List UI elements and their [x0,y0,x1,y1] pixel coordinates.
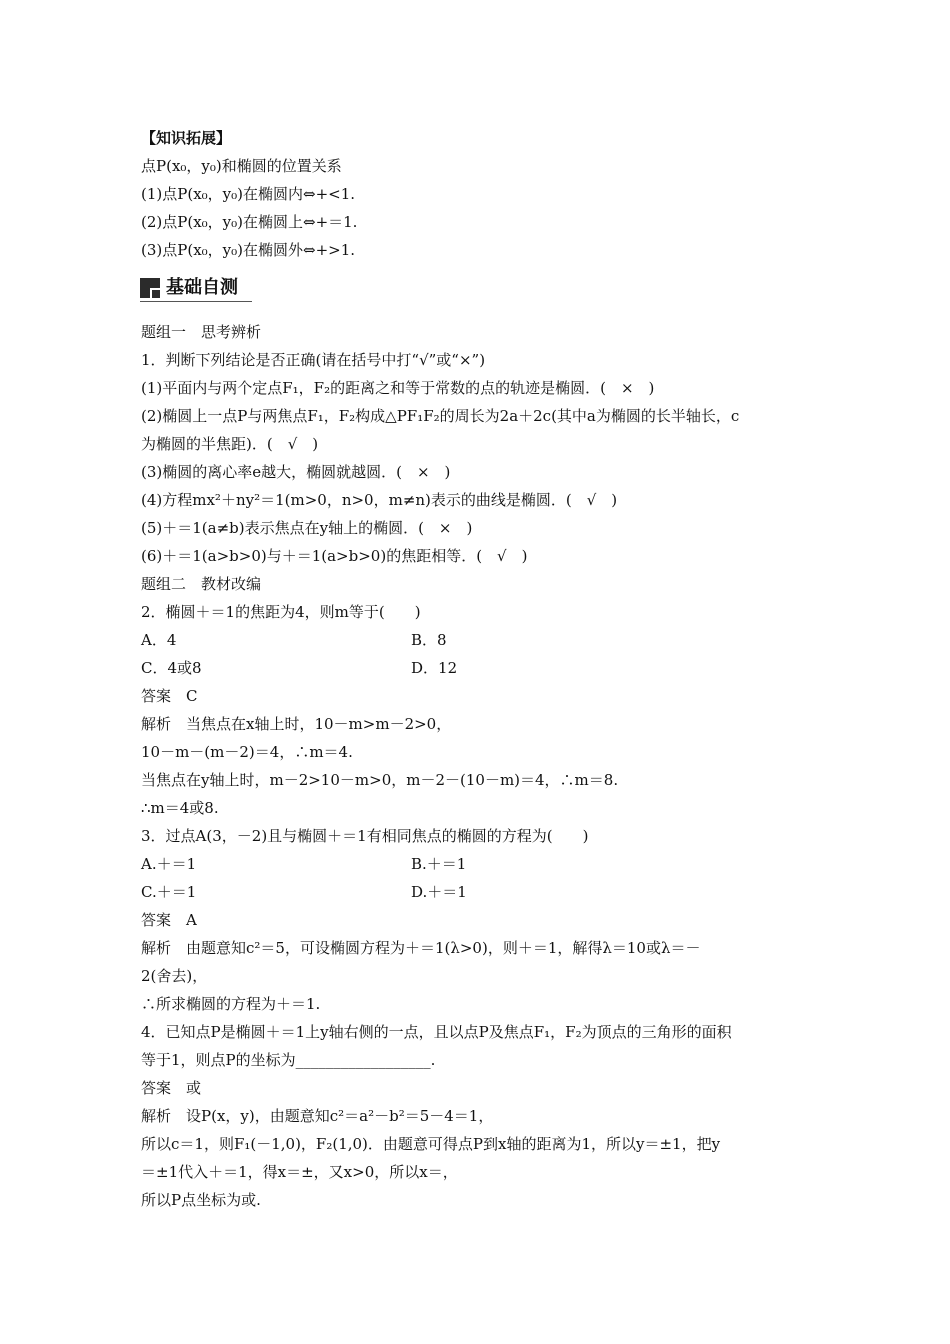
q3-answer: 答案 A [141,911,197,929]
extension-item-3: (3)点P(x₀，y₀)在椭圆外⇔+>1. [141,241,356,259]
q2-option-c: C．4或8 [141,659,202,677]
q3-option-a: A.＋＝1 [141,855,197,873]
extension-intro: 点P(x₀，y₀)和椭圆的位置关系 [141,157,342,175]
statement-3: (3)椭圆的离心率e越大，椭圆就越圆．( × ) [141,463,451,481]
q2-option-d: D．12 [411,659,458,677]
q4-analysis-1: 解析 设P(x，y)，由题意知c²＝a²－b²＝5－4＝1， [141,1107,494,1125]
heading-underline [140,301,252,302]
q3-option-b: B.＋＝1 [411,855,467,873]
extension-item-1: (1)点P(x₀，y₀)在椭圆内⇔+<1. [141,185,356,203]
q2-analysis-4: ∴m＝4或8. [141,799,219,817]
section-heading [140,276,252,302]
statement-2-line-2: 为椭圆的半焦距)．( √ ) [141,435,319,453]
question-2-stem: 2．椭圆＋＝1的焦距为4，则m等于( ) [141,603,421,621]
q2-analysis-1: 解析 当焦点在x轴上时，10－m>m－2>0， [141,715,452,733]
q2-option-a: A．4 [141,631,177,649]
section-heading-text: 基础自测 [166,277,238,298]
q2-analysis-3: 当焦点在y轴上时，m－2>10－m>0，m－2－(10－m)＝4，∴m＝8. [141,771,619,789]
extension-item-2: (2)点P(x₀，y₀)在椭圆上⇔+＝1. [141,213,358,231]
q3-analysis-1: 解析 由题意知c²＝5，可设椭圆方程为＋＝1(λ>0)，则＋＝1，解得λ＝10或λ＝－ [141,939,701,957]
statement-5: (5)＋＝1(a≠b)表示焦点在y轴上的椭圆．( × ) [141,519,473,537]
question-3-stem: 3．过点A(3，－2)且与椭圆＋＝1有相同焦点的椭圆的方程为( ) [141,827,589,845]
question-4-stem-1: 4．已知点P是椭圆＋＝1上y轴右侧的一点，且以点P及焦点F₁，F₂为顶点的三角形的面积 [141,1023,732,1041]
q4-analysis-3: ＝±1代入＋＝1，得x＝±，又x>0，所以x＝， [141,1163,458,1181]
statement-4: (4)方程mx²＋ny²＝1(m>0，n>0，m≠n)表示的曲线是椭圆．( √ ) [141,491,618,509]
statement-1: (1)平面内与两个定点F₁，F₂的距离之和等于常数的点的轨迹是椭圆．( × ) [141,379,655,397]
q2-option-b: B．8 [411,631,447,649]
group-1-title: 题组一 思考辨析 [141,323,262,341]
statement-2-line-1: (2)椭圆上一点P与两焦点F₁，F₂构成△PF₁F₂的周长为2a＋2c(其中a为椭圆的长半轴长，c [141,407,740,425]
heading-square-icon [140,278,160,298]
q4-analysis-4: 所以P点坐标为或. [141,1191,261,1209]
knowledge-extension-title: 【知识拓展】 [141,129,232,147]
q4-answer: 答案 或 [141,1079,202,1097]
q3-option-c: C.＋＝1 [141,883,197,901]
q3-option-d: D.＋＝1 [411,883,467,901]
group-2-title: 题组二 教材改编 [141,575,262,593]
question-1-stem: 1．判断下列结论是否正确(请在括号中打“√”或“×”) [141,351,486,369]
q3-analysis-2: 2(舍去)， [141,967,208,985]
question-4-stem-2: 等于1，则点P的坐标为__________________. [141,1051,436,1069]
q3-analysis-3: ∴所求椭圆的方程为＋＝1. [141,995,321,1013]
q2-analysis-2: 10－m－(m－2)＝4，∴m＝4. [141,743,353,761]
statement-6: (6)＋＝1(a>b>0)与＋＝1(a>b>0)的焦距相等．( √ ) [141,547,528,565]
q2-answer: 答案 C [141,687,198,705]
q4-analysis-2: 所以c＝1，则F₁(－1,0)，F₂(1,0)．由题意可得点P到x轴的距离为1，所以y＝±1，把y [141,1135,721,1153]
